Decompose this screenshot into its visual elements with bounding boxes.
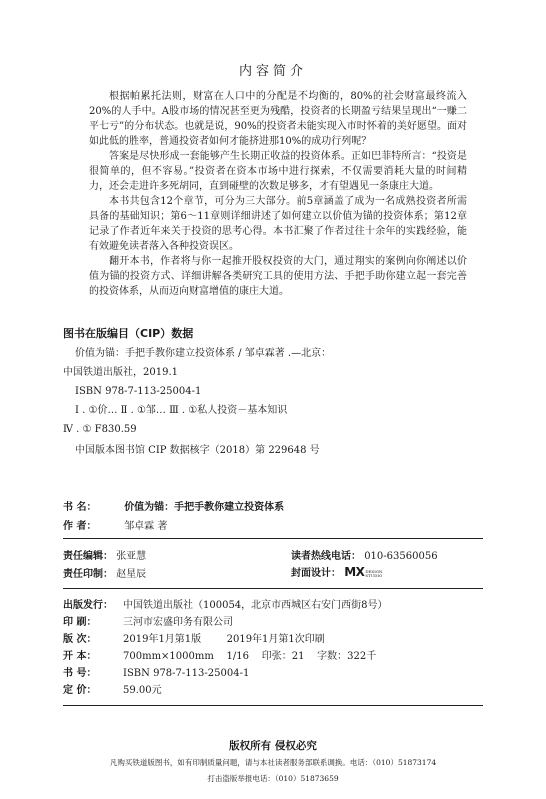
- hotline-number: 010-63560056: [364, 551, 438, 562]
- pub-value: 三河市宏盛印务有限公司: [123, 617, 233, 628]
- pub-value: ISBN 978-7-113-25004-1: [123, 668, 250, 679]
- printer-label: 责任印制：: [63, 569, 113, 580]
- pub-label: 出版发行：: [63, 600, 113, 611]
- pub-label: 开 本：: [63, 651, 97, 662]
- pub-row: [63, 596, 388, 611]
- printer-row: [63, 565, 146, 580]
- intro-paragraph: 翻开本书，作者将与你一起推开股权投资的大门，通过翔实的案例向你阐述以价值为锚的投资方式、详细讲解各类研究工具的使用方法、手把手助你建立起一套完善的投资体系，从而迈向财富增值的康庄大道。: [89, 256, 467, 297]
- pub-value: 700mm×1000mm 1/16 印张：21 字数：322千: [123, 651, 377, 662]
- book-author-row: [63, 517, 167, 532]
- pub-value: 中国铁道出版社（100054，北京市西城区右安门西街8号）: [123, 600, 388, 611]
- pub-row: [63, 647, 376, 662]
- divider: [63, 538, 483, 539]
- pub-label: 书 号：: [63, 668, 97, 679]
- cip-heading: 图书在版编目（CIP）数据: [63, 327, 194, 340]
- book-name-label: 书 名：: [63, 502, 97, 513]
- intro-paragraph: 答案是尽快形成一套能够产生长期正收益的投资体系。正如巴菲特所言：“投资是很简单的，但不容易。”投资者在资本市场中进行探索，不仅需要消耗大量的时间精力，还会走进许多死胡同，直到碰壁的次数足够多，才有望遇见一条康庄大道。: [89, 151, 467, 192]
- pub-row: [63, 664, 249, 679]
- divider: [63, 705, 483, 706]
- editor-row: [63, 547, 146, 562]
- service-notice: 凡购买铁道版图书，如有印制质量问题，请与本社读者服务部联系调换。电话：（010）51873174: [109, 758, 437, 767]
- pub-label: 印 刷：: [63, 617, 97, 628]
- cover-row: [291, 564, 383, 579]
- pub-value: 2019年1月第1版 2019年1月第1次印刷: [123, 634, 325, 645]
- mx-design-logo-sub: [365, 570, 382, 578]
- hotline-label: 读者热线电话：: [291, 551, 361, 562]
- intro-paragraph: 根据帕累托法则，财富在人口中的分配是不均衡的，80%的社会财富最终流入20%的人手中。A股市场的情况甚至更为残酷，投资者的长期盈亏结果呈现出“一赚二平七亏”的分布状态。也就是说，90%的投资者未能实现入市时怀着的美好愿望。面对如此低的胜率，普通投资者如何才能挤进那10%的成功行列呢？: [89, 91, 467, 147]
- piracy-hotline: 打击盗版举报电话：（010）51873659: [207, 774, 339, 783]
- pub-label: 版 次：: [63, 634, 97, 645]
- cip-line: 中国铁道出版社，2019.1: [63, 367, 178, 378]
- cip-line: ISBN 978-7-113-25004-1: [75, 386, 202, 397]
- logo-sub-line: DESIGN: [365, 568, 383, 574]
- book-name: 价值为锚：手把手教你建立投资体系: [124, 502, 285, 513]
- cip-line: 中国版本图书馆 CIP 数据核字（2018）第 229648 号: [75, 445, 320, 456]
- pub-row: [63, 613, 233, 628]
- page-title: 内容简介: [238, 64, 307, 79]
- cip-block: [63, 347, 495, 458]
- logo-sub-line: STUDIO: [365, 572, 383, 578]
- pub-row: [63, 630, 325, 645]
- hotline-row: [291, 547, 438, 562]
- cip-line: Ⅳ . ① F830.59: [63, 424, 137, 435]
- pub-label: 定 价：: [63, 685, 97, 696]
- editor-name: 张亚慧: [116, 551, 147, 562]
- copyright-notice: 版权所有 侵权必究: [229, 740, 317, 752]
- divider: [63, 588, 483, 589]
- mx-design-logo: MX: [344, 565, 365, 579]
- pub-value: 59.00元: [123, 685, 162, 696]
- book-name-row: [63, 498, 284, 513]
- author-label: 作 者：: [63, 521, 97, 532]
- pub-row: [63, 681, 162, 696]
- cover-label: 封面设计：: [291, 568, 341, 579]
- intro-section: [89, 89, 467, 299]
- author-name: 邹卓霖 著: [124, 521, 168, 532]
- cip-line: Ⅰ . ①价… Ⅱ . ①邹… Ⅲ . ①私人投资－基本知识: [75, 405, 288, 416]
- cip-line: 价值为锚：手把手教你建立投资体系 / 邹卓霖著 .—北京：: [75, 348, 332, 359]
- editor-label: 责任编辑：: [63, 551, 113, 562]
- printer-name: 赵星辰: [116, 569, 147, 580]
- intro-paragraph: 本书共包含12个章节，可分为三大部分。前5章涵盖了成为一名成熟投资者所需具备的基础知识；第6～11章则详细讲述了如何建立以价值为锚的投资体系；第12章记录了作者近年来关于投资的思考心得。本书汇聚了作者过往十余年的实践经验，能有效避免读者落入各种投资误区。: [89, 196, 467, 252]
